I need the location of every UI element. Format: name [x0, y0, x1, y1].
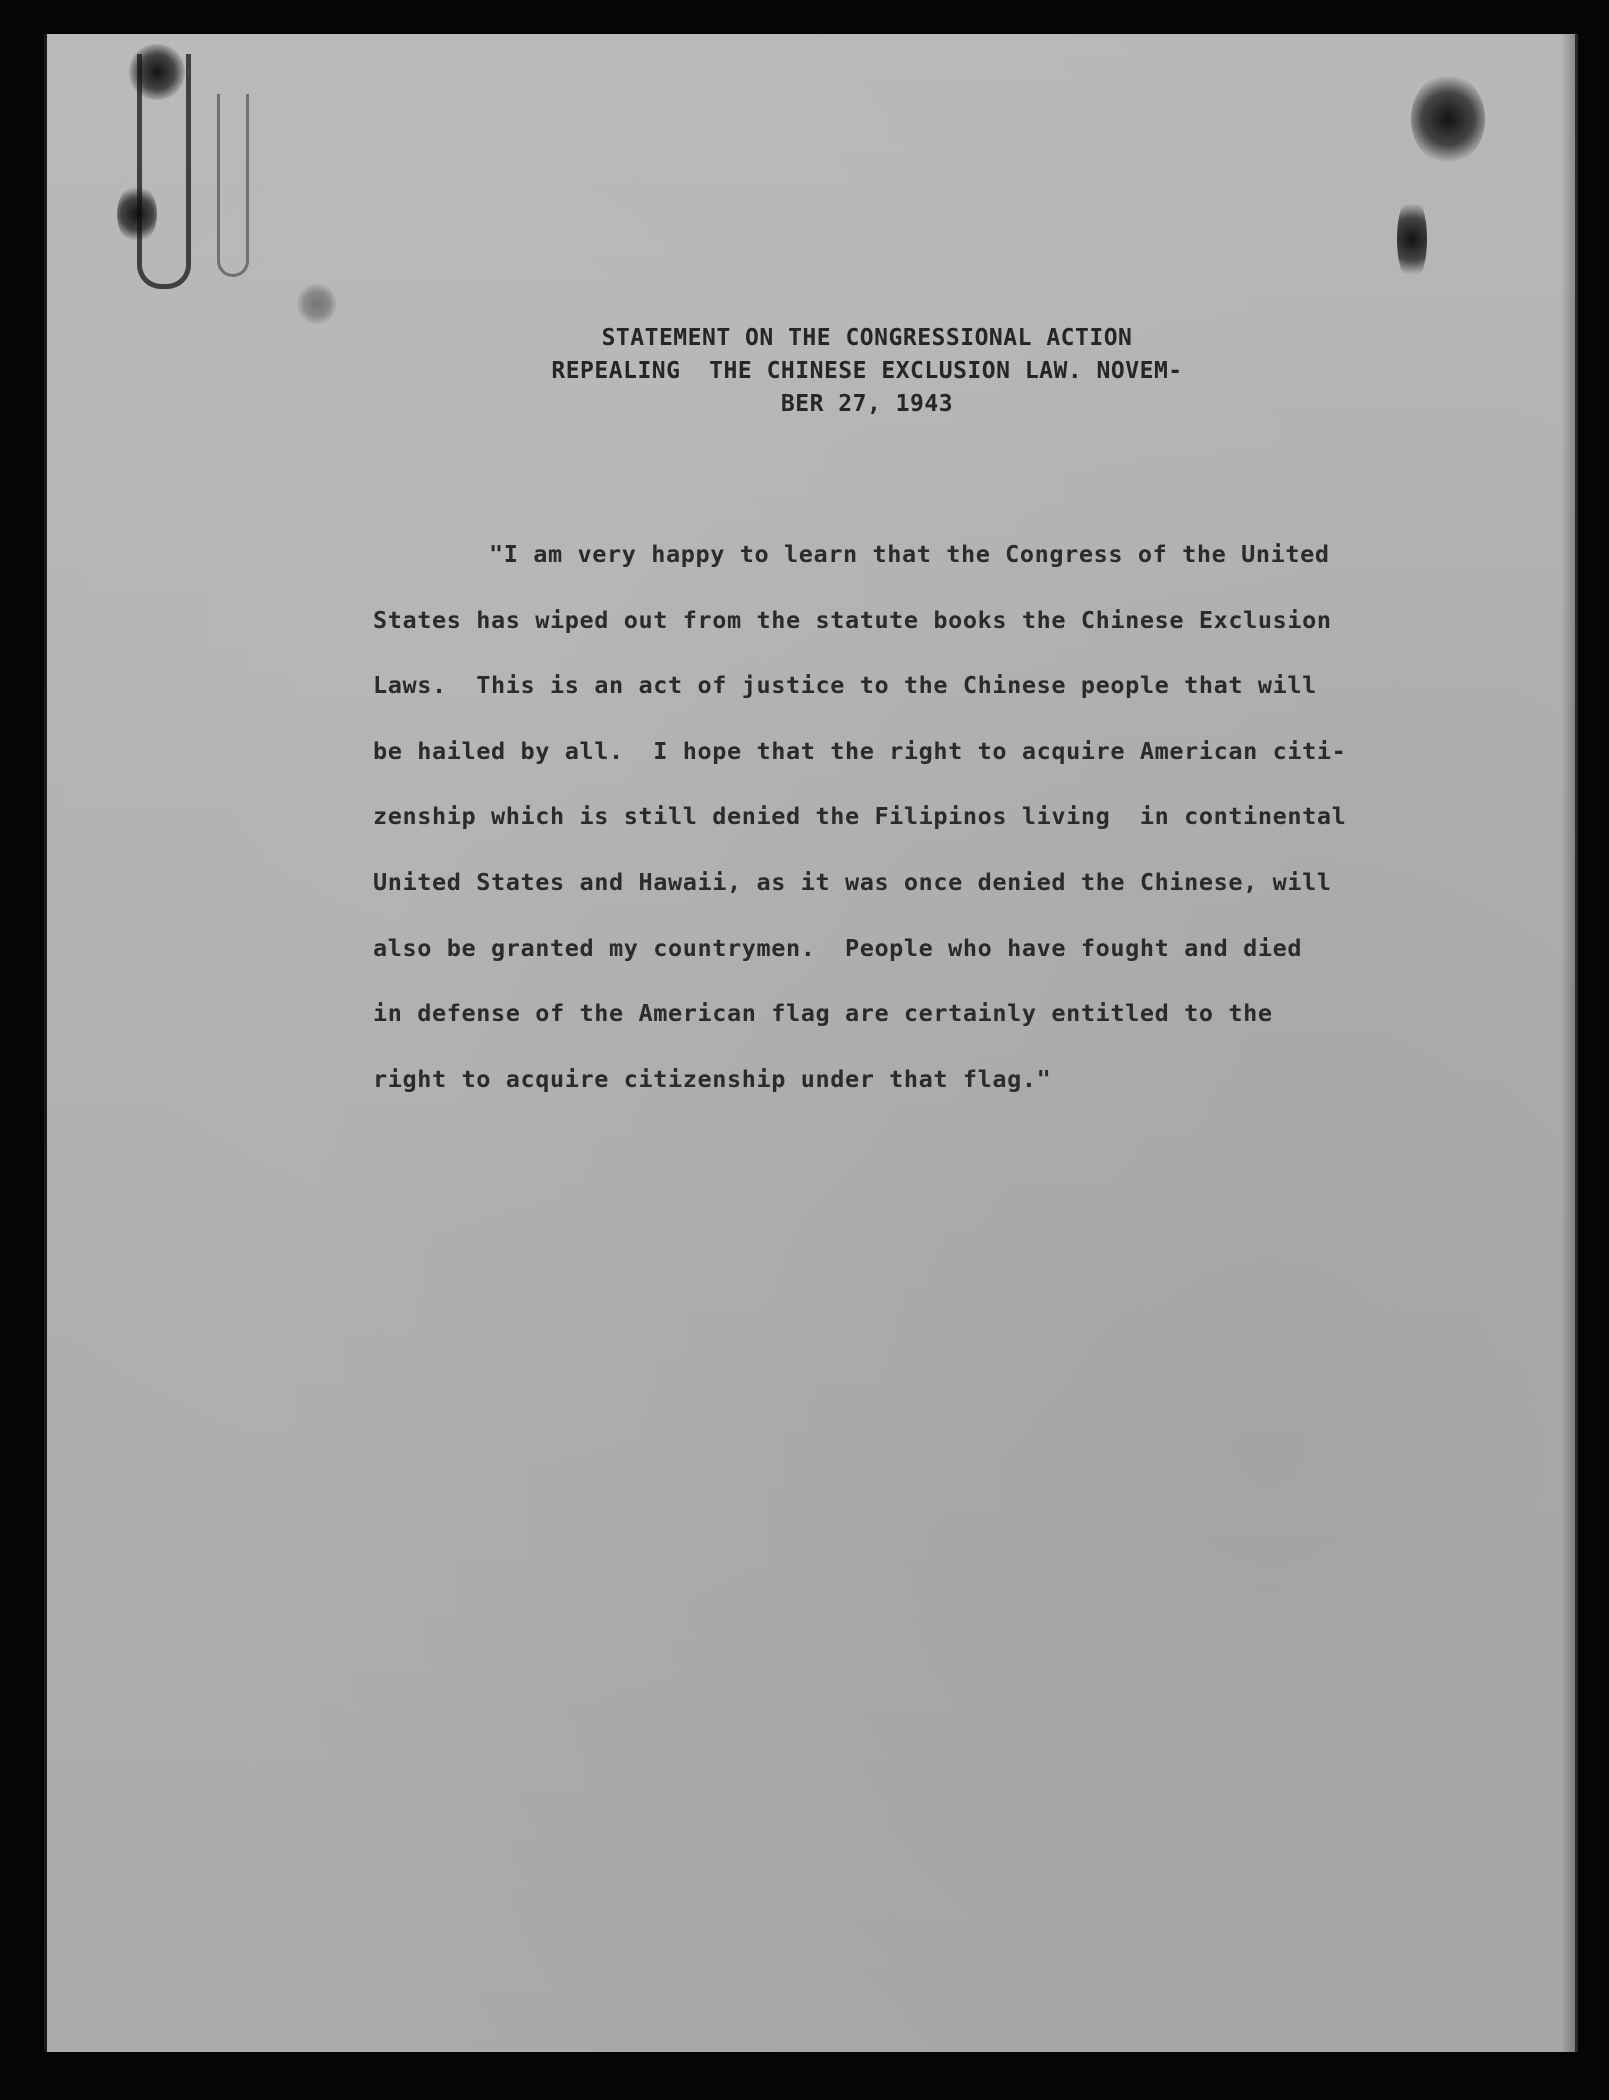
- body-line-6: United States and Hawaii, as it was once denied the Chinese, will: [373, 867, 1332, 896]
- body-line-4: be hailed by all. I hope that the right to acquire American citi-: [373, 736, 1347, 765]
- body-line-2: States has wiped out from the statute books the Chinese Exclusion: [373, 605, 1332, 634]
- title-line-1: STATEMENT ON THE CONGRESSIONAL ACTION: [601, 325, 1133, 351]
- document-title: [467, 322, 1267, 421]
- paper-clip-mark-left-inner: [217, 94, 249, 277]
- body-line-9: right to acquire citizenship under that flag.": [373, 1064, 1052, 1093]
- body-line-3: Laws. This is an act of justice to the Chinese people that will: [373, 671, 1317, 700]
- ink-stain-right-small: [1397, 194, 1427, 284]
- ink-stain-left-small: [117, 184, 157, 244]
- ink-stain-top-left: [129, 44, 185, 100]
- document-page: [44, 34, 1578, 2052]
- title-line-3: BER 27, 1943: [780, 391, 954, 417]
- body-line-7: also be granted my countrymen. People who have fought and died: [373, 933, 1303, 962]
- body-line-5: zenship which is still denied the Filipinos living in continental: [373, 802, 1347, 831]
- faint-smudge: [297, 284, 337, 324]
- page-edge-shadow: [1561, 34, 1575, 2052]
- body-line-1: "I am very happy to learn that the Congress of the United: [489, 540, 1330, 568]
- ink-stain-top-right: [1411, 74, 1485, 164]
- statement-body: [373, 522, 1453, 1112]
- title-line-2: REPEALING THE CHINESE EXCLUSION LAW. NOVEM-: [551, 358, 1183, 384]
- body-line-8: in defense of the American flag are certainly entitled to the: [373, 999, 1273, 1028]
